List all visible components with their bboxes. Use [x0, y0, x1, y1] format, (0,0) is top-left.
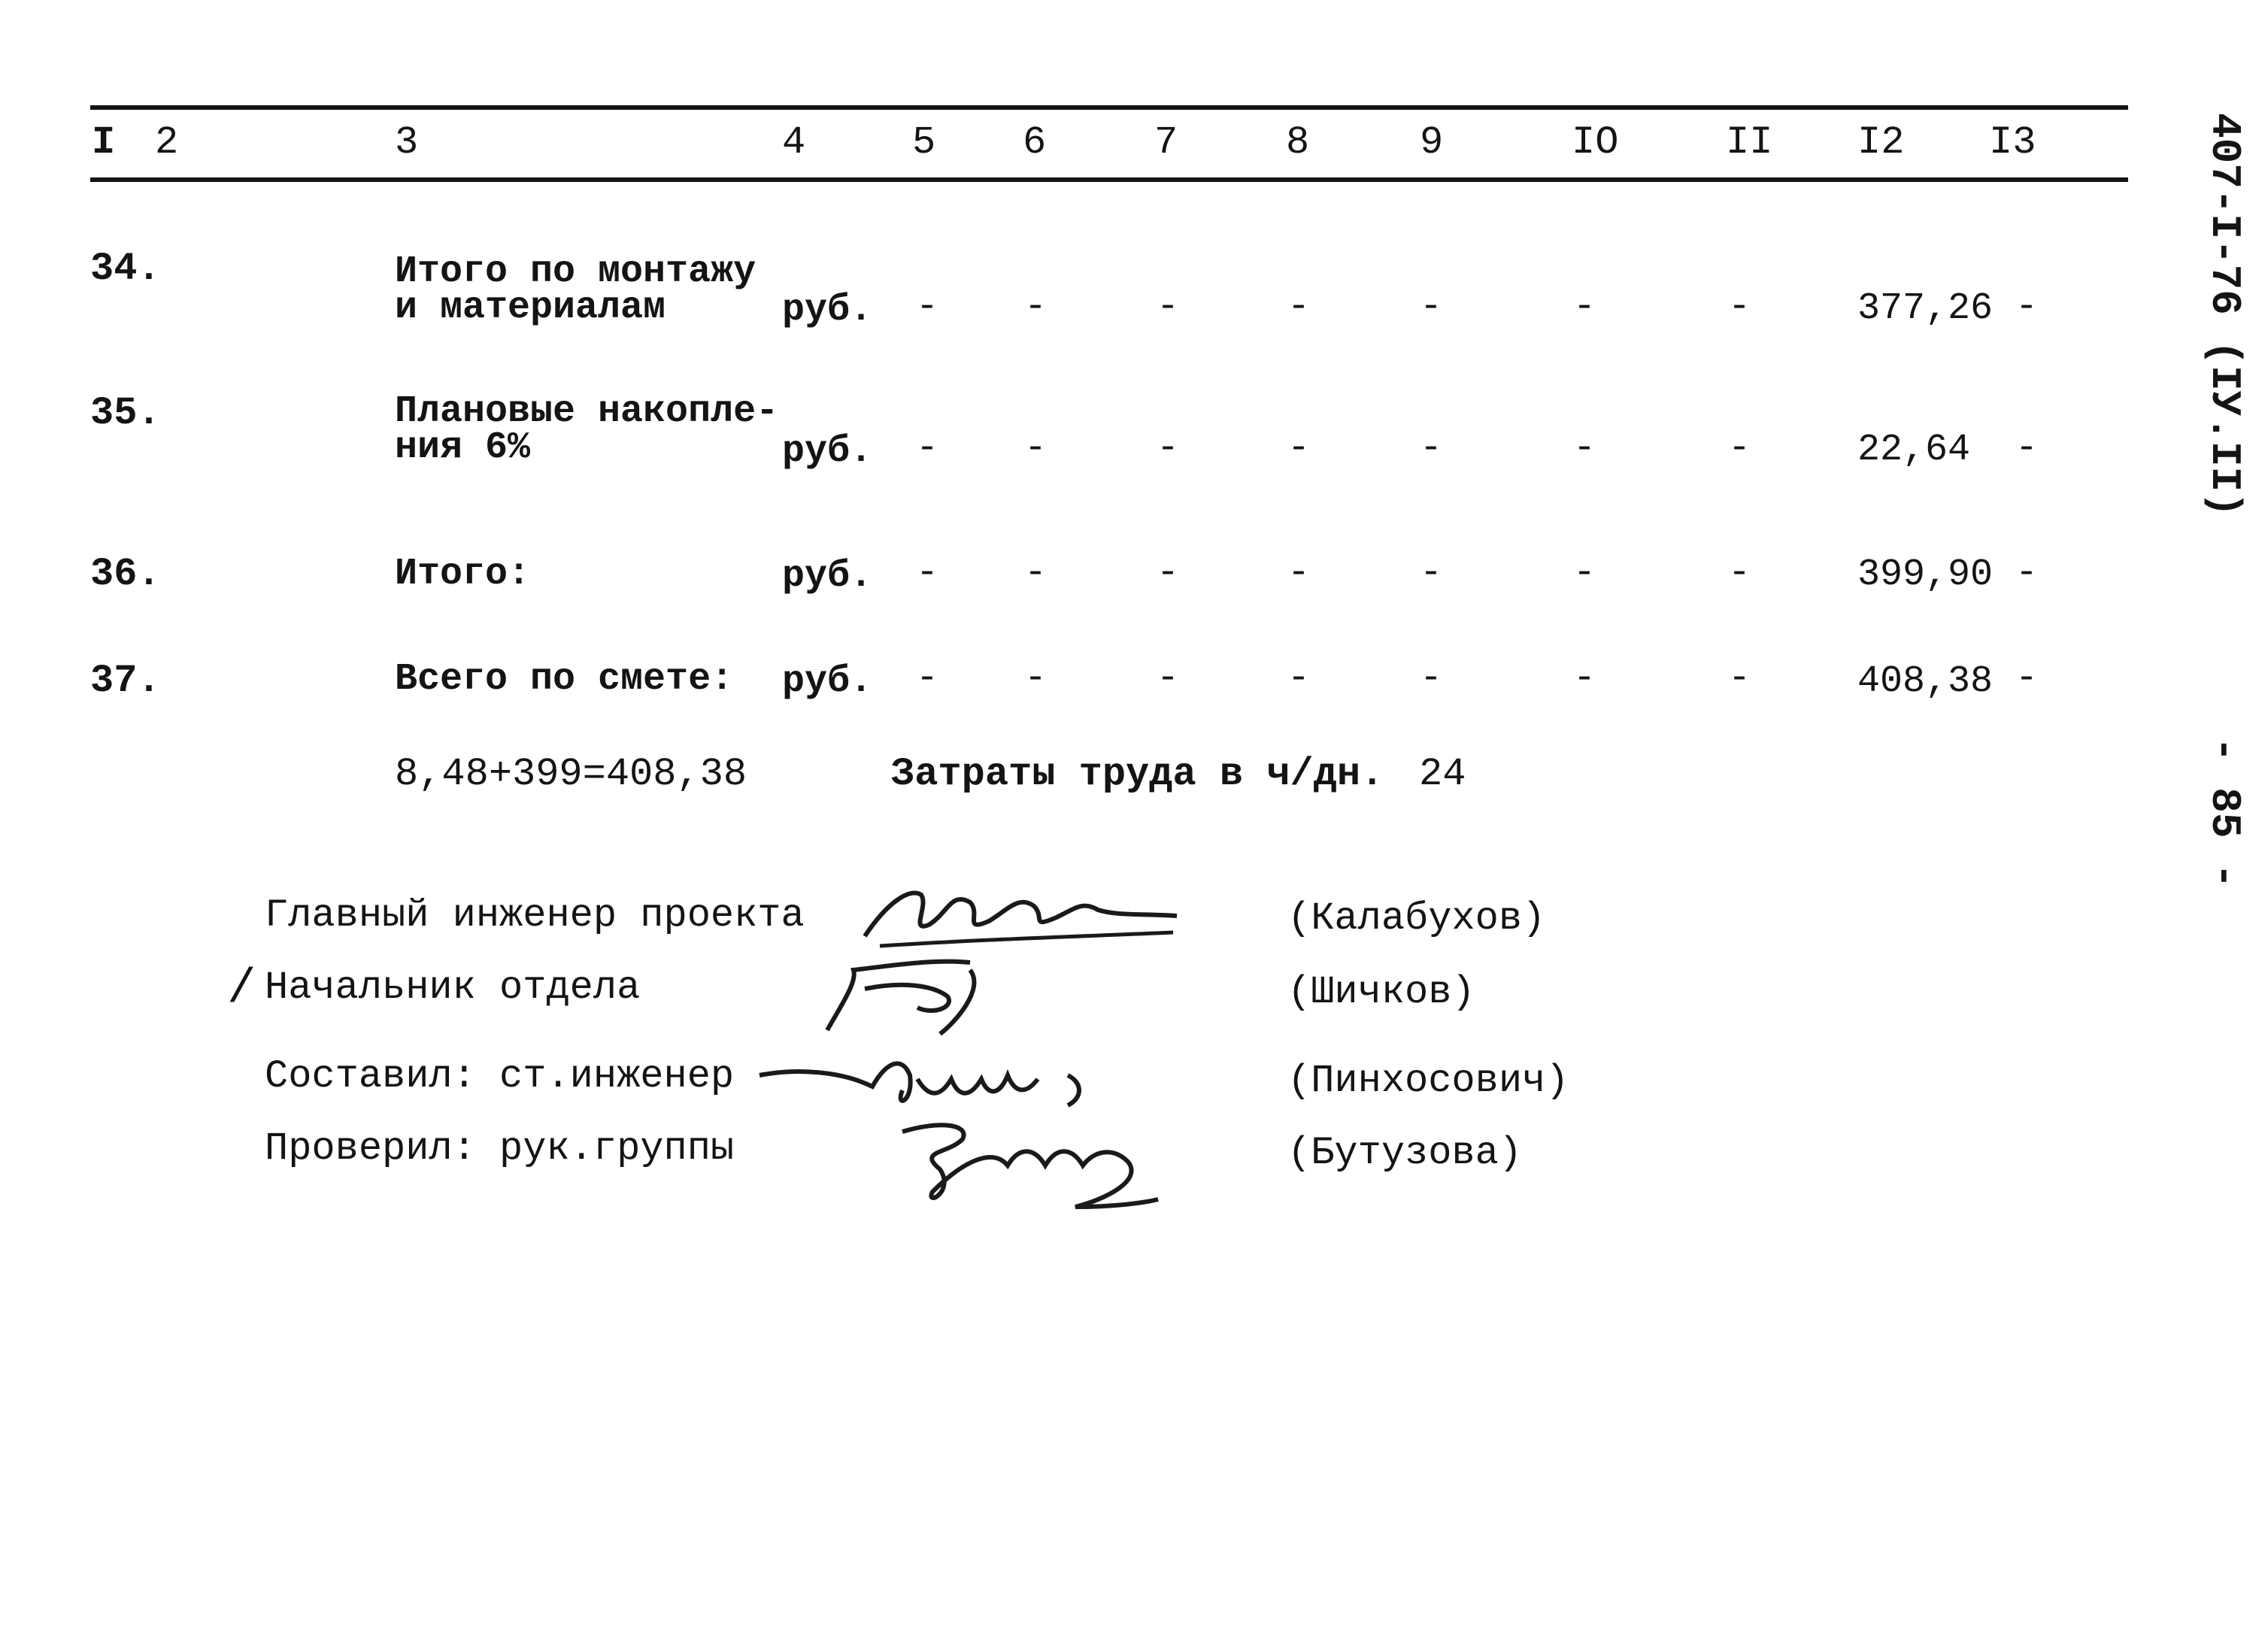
- row-col8: -: [1287, 286, 1311, 329]
- row-col9: -: [1420, 427, 1443, 470]
- labor-label: Затраты труда в ч/дн.: [891, 752, 1384, 796]
- document-code: 407-I-76 (IУ.II): [2200, 113, 2248, 517]
- row-col5: -: [916, 427, 939, 470]
- header-bottom-rule: [90, 177, 2128, 182]
- row-value: 22,64: [1857, 429, 1971, 471]
- signature-name: (Бутузова): [1287, 1131, 1523, 1175]
- row-col10: -: [1573, 286, 1596, 329]
- col-header-13: I3: [1989, 120, 2036, 165]
- row-col11: -: [1728, 657, 1751, 700]
- row-number: 35.: [90, 391, 161, 435]
- row-col13: -: [2015, 552, 2039, 595]
- row-col8: -: [1287, 657, 1311, 700]
- row-col6: -: [1024, 427, 1048, 470]
- row-col13: -: [2015, 286, 2039, 329]
- signature-title: Начальник отдела: [265, 965, 641, 1010]
- col-header-3: 3: [395, 120, 419, 165]
- col-header-12: I2: [1857, 120, 1905, 165]
- header-top-rule: [90, 105, 2128, 110]
- row-col8: -: [1287, 427, 1311, 470]
- row-col5: -: [916, 657, 939, 700]
- row-unit: руб.: [782, 660, 873, 703]
- signature-scribble-4: [857, 1109, 1188, 1222]
- signature-title: Проверил: рук.группы: [265, 1126, 735, 1171]
- row-number: 37.: [90, 659, 161, 703]
- row-col6: -: [1024, 286, 1048, 329]
- col-header-2: 2: [155, 120, 179, 165]
- row-label-line1: Плановые накопле-: [395, 390, 779, 433]
- row-col7: -: [1157, 427, 1180, 470]
- row-col13: -: [2015, 657, 2039, 700]
- col-header-4: 4: [782, 120, 806, 165]
- row-col5: -: [916, 286, 939, 329]
- row-col11: -: [1728, 286, 1751, 329]
- row-number: 36.: [90, 552, 161, 596]
- signature-name: (Пинхосович): [1287, 1059, 1569, 1103]
- row-col5: -: [916, 552, 939, 595]
- row-col10: -: [1573, 657, 1596, 700]
- row-col13: -: [2015, 427, 2039, 470]
- row-label-line1: Итого:: [395, 553, 531, 596]
- labor-value: 24: [1419, 752, 1466, 796]
- row-col7: -: [1157, 286, 1180, 329]
- row-col10: -: [1573, 552, 1596, 595]
- row-col6: -: [1024, 657, 1048, 700]
- row-col6: -: [1024, 552, 1048, 595]
- row-col11: -: [1728, 552, 1751, 595]
- row-label-line1: Итого по монтажу: [395, 250, 757, 293]
- row-value: 408,38: [1857, 660, 1994, 703]
- row-label-line2: и материалам: [395, 286, 666, 329]
- page-number: - 85 -: [2200, 737, 2248, 889]
- row-unit: руб.: [782, 430, 873, 473]
- row-number: 34.: [90, 247, 161, 291]
- row-col7: -: [1157, 657, 1180, 700]
- row-col9: -: [1420, 552, 1443, 595]
- col-header-8: 8: [1286, 120, 1310, 165]
- row-col8: -: [1287, 552, 1311, 595]
- row-unit: руб.: [782, 289, 873, 332]
- col-header-7: 7: [1154, 120, 1178, 165]
- col-header-6: 6: [1023, 120, 1047, 165]
- signature-scribble-2: [782, 951, 1053, 1041]
- col-header-10: IO: [1572, 120, 1619, 165]
- signature-title: Составил: ст.инженер: [265, 1054, 735, 1099]
- col-header-9: 9: [1420, 120, 1444, 165]
- row-col9: -: [1420, 286, 1443, 329]
- signature-name: (Калабухов): [1287, 896, 1546, 941]
- row-value: 399,90: [1857, 553, 1994, 596]
- row-value: 377,26: [1857, 287, 1994, 330]
- slash-mark: /: [227, 962, 256, 1017]
- signature-scribble-1: [857, 872, 1188, 955]
- row-col10: -: [1573, 427, 1596, 470]
- row-label-line2: ния 6%: [395, 426, 531, 469]
- formula-text: 8,48+399=408,38: [395, 752, 747, 796]
- row-label-line1: Всего по смете:: [395, 658, 734, 701]
- col-header-1: I: [92, 120, 116, 165]
- row-col9: -: [1420, 657, 1443, 700]
- row-col7: -: [1157, 552, 1180, 595]
- row-unit: руб.: [782, 555, 873, 598]
- signature-name: (Шичков): [1287, 970, 1475, 1014]
- row-col11: -: [1728, 427, 1751, 470]
- col-header-5: 5: [912, 120, 936, 165]
- signature-title: Главный инженер проекта: [265, 893, 805, 938]
- col-header-11: II: [1726, 120, 1773, 165]
